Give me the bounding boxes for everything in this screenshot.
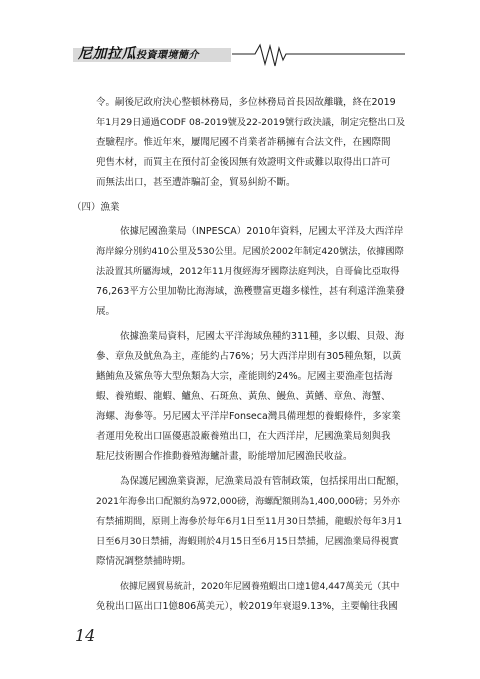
text-line: 海岸線分別約410公里及530公里。尼國於2002年制定420號法，依據國際 <box>96 246 404 257</box>
text-line: 2021年海參出口配額約為972,000磅，海螺配額則為1,400,000磅；另外亦 <box>96 497 400 507</box>
text-line: 鰭鮪魚及鯊魚等大型魚類為大宗，產能則約24%。尼國主要漁產包括海 <box>96 371 393 382</box>
text-line: 際情況調整禁捕時期。 <box>96 556 192 567</box>
text-line: 76,263平方公里加勒比海海域，漁穫豐富更趨多樣性，甚有利遠洋漁業發 <box>96 286 405 297</box>
page-header <box>0 42 480 72</box>
text-line: 依據漁業局資料，尼國太平洋海域魚種約311種，多以蝦、貝殼、海 <box>120 331 405 342</box>
text-line: 法設置其所屬海域，2012年11月復經海牙國際法庭判決，自哥倫比亞取得 <box>96 266 400 277</box>
text-line: 駐尼技術團合作推動養殖海鱸計畫，盼能增加尼國漁民收益。 <box>96 451 353 462</box>
text-line: 兜售木材，而買主在預付訂金後因無有效證明文件或難以取得出口許可 <box>96 157 391 168</box>
text-line: 免稅出口區出口1億806萬美元），較2019年衰退9.13%，主要輸往我國 <box>96 601 398 612</box>
text-line: 令。嗣後尼政府決心整頓林務局，多位林務局首長因故離職，終在2019 <box>96 97 396 108</box>
header-heartbeat-line <box>0 42 480 72</box>
text-line: 為保護尼國漁業資源，尼漁業局設有管制政策，包括採用出口配額， <box>120 476 406 487</box>
text-line: 蝦、養殖蝦、龍蝦、鱸魚、石斑魚、黃魚、鰻魚、黃鰭、章魚、海蟹、 <box>96 391 391 402</box>
text-line: 者運用免稅出口區優惠設廠養殖出口，在大西洋岸，尼國漁業局刻與我 <box>96 431 391 442</box>
header-title-sub: 投資環境簡介 <box>136 50 199 61</box>
section-heading-fisheries: （四）漁業 <box>72 202 120 213</box>
text-line: 依據尼國貿易統計，2020年尼國養殖蝦出口達1億4,447萬美元（其中 <box>120 582 400 592</box>
text-line: 海螺、海參等。另尼國太平洋岸Fonseca灣具備理想的養蝦條件，多家業 <box>96 411 401 422</box>
text-line: 依據尼國漁業局（INPESCA）2010年資料，尼國太平洋及大西洋岸 <box>120 226 404 237</box>
text-line: 查驗程序。惟近年來，屢聞尼國不肖業者詐稱擁有合法文件，在國際間 <box>96 137 391 148</box>
header-title-main: 尼加拉瓜 <box>78 46 136 62</box>
text-line: 參、章魚及魷魚為主，產能約占76%；另大西洋岸則有305種魚類，以黃 <box>96 351 402 362</box>
text-line: 日至6月30日禁捕，海蝦則於4月15日至6月15日禁捕，尼國漁業局得視實 <box>96 536 399 547</box>
text-line: 展。 <box>96 306 116 317</box>
text-line: 有禁捕期間，原則上海參於每年6月1日至11月30日禁捕，龍蝦於每年3月1 <box>96 516 403 527</box>
text-line: 年1月29日通過CODF 08-2019號及22-2019號行政決議，制定完整出口及 <box>96 117 406 128</box>
page-number: 14 <box>75 626 96 645</box>
text-line: 而無法出口，甚至遭詐騙訂金，貿易糾紛不斷。 <box>96 177 296 188</box>
